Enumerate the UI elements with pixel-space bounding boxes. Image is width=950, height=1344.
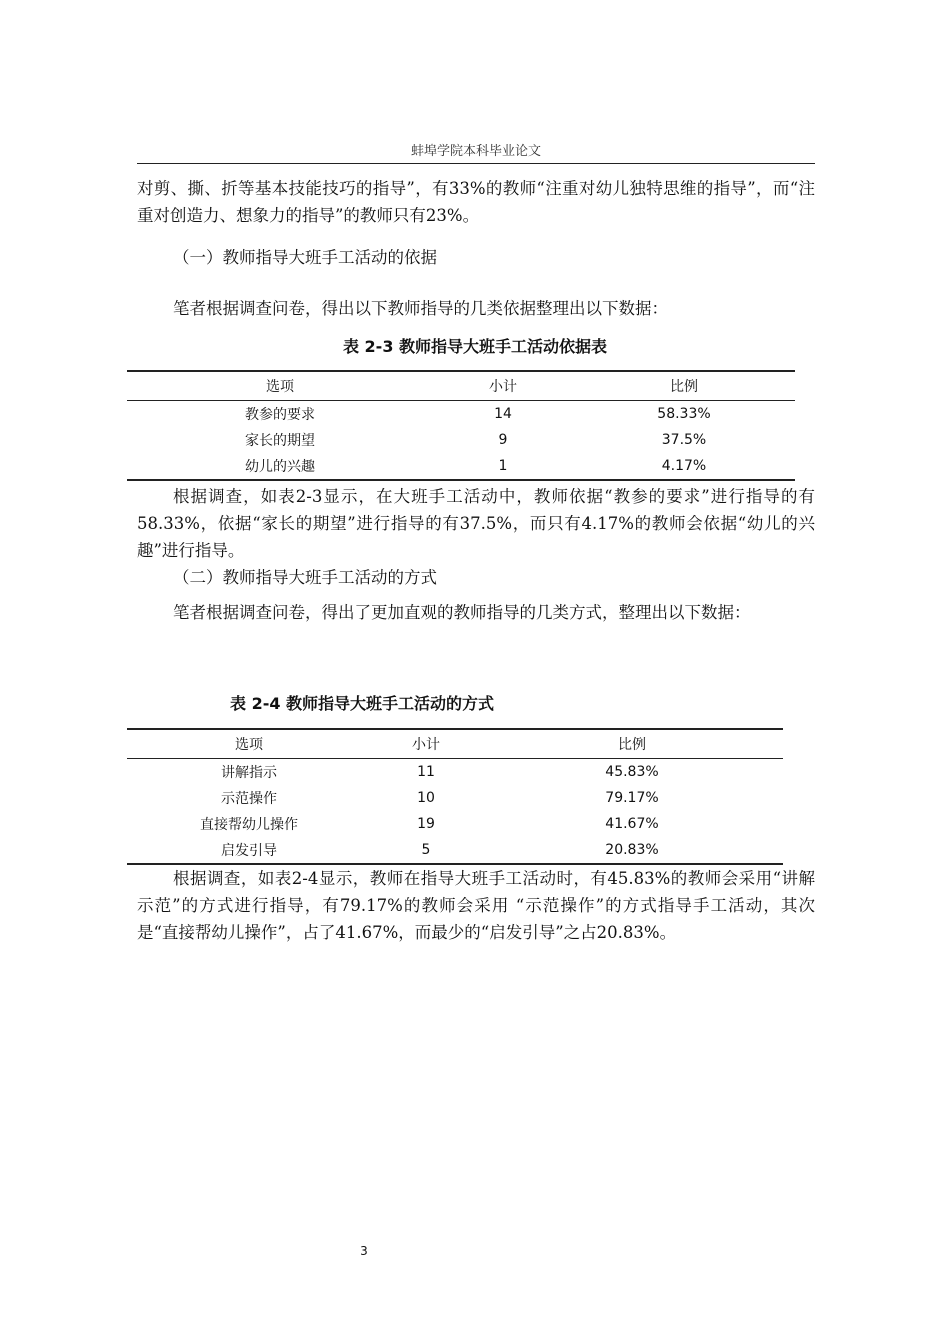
table-cell: 41.67% [605,816,659,832]
table-row [127,453,795,480]
table1-header-count: 小计 [433,371,573,401]
table-cell: 直接帮幼儿操作 [200,817,298,833]
table-cell: 4.17% [573,453,795,480]
table-cell: 14 [494,406,512,422]
table-row [127,785,783,811]
table-cell: 5 [371,837,481,864]
table1 [127,370,795,481]
running-header: 蚌埠学院本科毕业论文 [410,144,541,159]
table-cell: 幼儿的兴趣 [127,453,433,480]
table-cell: 37.5% [661,432,707,448]
section-heading-2: （二）教师指导大班手工活动的方式 [173,568,437,587]
page-number: 3 [360,1244,368,1258]
table-cell: 11 [417,764,435,780]
table-row [127,811,783,837]
table-cell: 45.83% [605,764,659,780]
table-row [127,837,783,864]
table-cell: 9 [498,432,508,448]
table2-caption: 表 2-4 教师指导大班手工活动的方式 [230,694,495,713]
table-row [127,759,783,786]
table-cell: 20.83% [481,837,783,864]
table1-header-option: 选项 [127,371,433,401]
paragraph-continuation: 对剪、撕、折等基本技能技巧的指导”，有33%的教师“注重对幼儿独特思维的指导”，而“注重对创造力、想象力的指导”的教师只有23%。 [137,179,815,225]
table-cell: 启发引导 [127,837,371,864]
table-cell: 示范操作 [221,791,277,807]
table-cell: 58.33% [657,406,711,422]
paragraph-intro-table1: 笔者根据调查问卷，得出以下教师指导的几类依据整理出以下数据： [173,299,668,318]
table-cell: 10 [417,790,435,806]
table-cell: 家长的期望 [245,433,315,449]
table2 [127,728,783,865]
section-heading-1: （一）教师指导大班手工活动的依据 [173,248,437,267]
table-cell: 教参的要求 [245,407,315,423]
table2-header-count: 小计 [371,729,481,759]
paragraph-intro-table2: 笔者根据调查问卷，得出了更加直观的教师指导的几类方式，整理出以下数据： [173,603,751,622]
table-cell: 19 [417,816,435,832]
table2-header-option: 选项 [127,729,371,759]
table-cell: 1 [433,453,573,480]
table-row [127,401,795,428]
table1-caption: 表 2-3 教师指导大班手工活动依据表 [342,337,608,356]
table-cell: 79.17% [605,790,659,806]
paragraph-table2-analysis: 根据调查，如表2-4显示，教师在指导大班手工活动时，有45.83%的教师会采用“讲解示范”的方式进行指导，有79.17%的教师会采用 “示范操作”的方式指导手工活动，其次是“直接帮幼儿操作”，占了41.67%，而最少的“启发引导”之占20.83%。 [137,869,815,942]
table-cell: 讲解指示 [221,765,277,781]
table-row [127,427,795,453]
table1-header-ratio: 比例 [573,371,795,401]
paragraph-table1-analysis: 根据调查，如表2-3显示，在大班手工活动中，教师依据“教参的要求”进行指导的有58.33%，依据“家长的期望”进行指导的有37.5%，而只有4.17%的教师会依据“幼儿的兴趣”进行指导。 [137,487,815,560]
header-rule [137,163,815,164]
table2-header-ratio: 比例 [481,729,783,759]
